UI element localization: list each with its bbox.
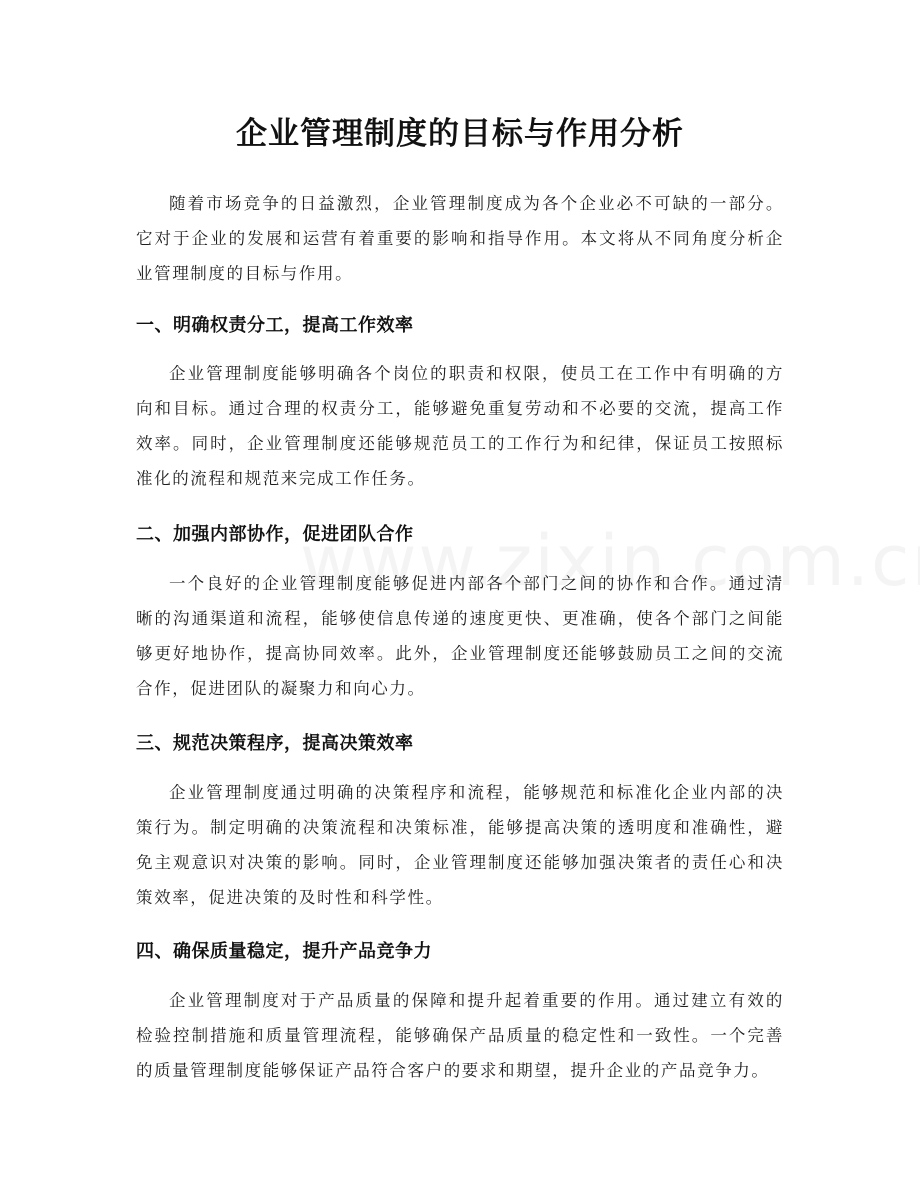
section-body-1: 企业管理制度能够明确各个岗位的职责和权限，使员工在工作中有明确的方向和目标。通过合理的权责分工，能够避免重复劳动和不必要的交流，提高工作效率。同时，企业管理制度还能够规范员工的工作行为和纪律，保证员工按照标准化的流程和规范来完成工作任务。 [136,364,784,488]
section-body-2: 一个良好的企业管理制度能够促进内部各个部门之间的协作和合作。通过清晰的沟通渠道和流程，能够使信息传递的速度更快、更准确，使各个部门之间能够更好地协作，提高协同效率。此外，企业管理制度还能够鼓励员工之间的交流合作，促进团队的凝聚力和向心力。 [136,574,784,698]
section-heading-2: 二、加强内部协作，促进团队合作 [136,524,414,545]
section-heading-4: 四、确保质量稳定，提升产品竞争力 [136,941,432,962]
section-body-4: 企业管理制度对于产品质量的保障和提升起着重要的作用。通过建立有效的检验控制措施和质量管理流程，能够确保产品质量的稳定性和一致性。一个完善的质量管理制度能够保证产品符合客户的要求和期望，提升企业的产品竞争力。 [136,991,784,1080]
section-body-3: 企业管理制度通过明确的决策程序和流程，能够规范和标准化企业内部的决策行为。制定明确的决策流程和决策标准，能够提高决策的透明度和准确性，避免主观意识对决策的影响。同时，企业管理制度还能够加强决策者的责任心和决策效率，促进决策的及时性和科学性。 [136,783,784,907]
section-heading-3: 三、规范决策程序，提高决策效率 [136,733,414,754]
intro-paragraph: 随着市场竞争的日益激烈，企业管理制度成为各个企业必不可缺的一部分。它对于企业的发展和运营有着重要的影响和指导作用。本文将从不同角度分析企业管理制度的目标与作用。 [136,194,784,283]
section-heading-1: 一、明确权责分工，提高工作效率 [136,315,414,336]
document-title: 企业管理制度的目标与作用分析 [236,116,684,152]
